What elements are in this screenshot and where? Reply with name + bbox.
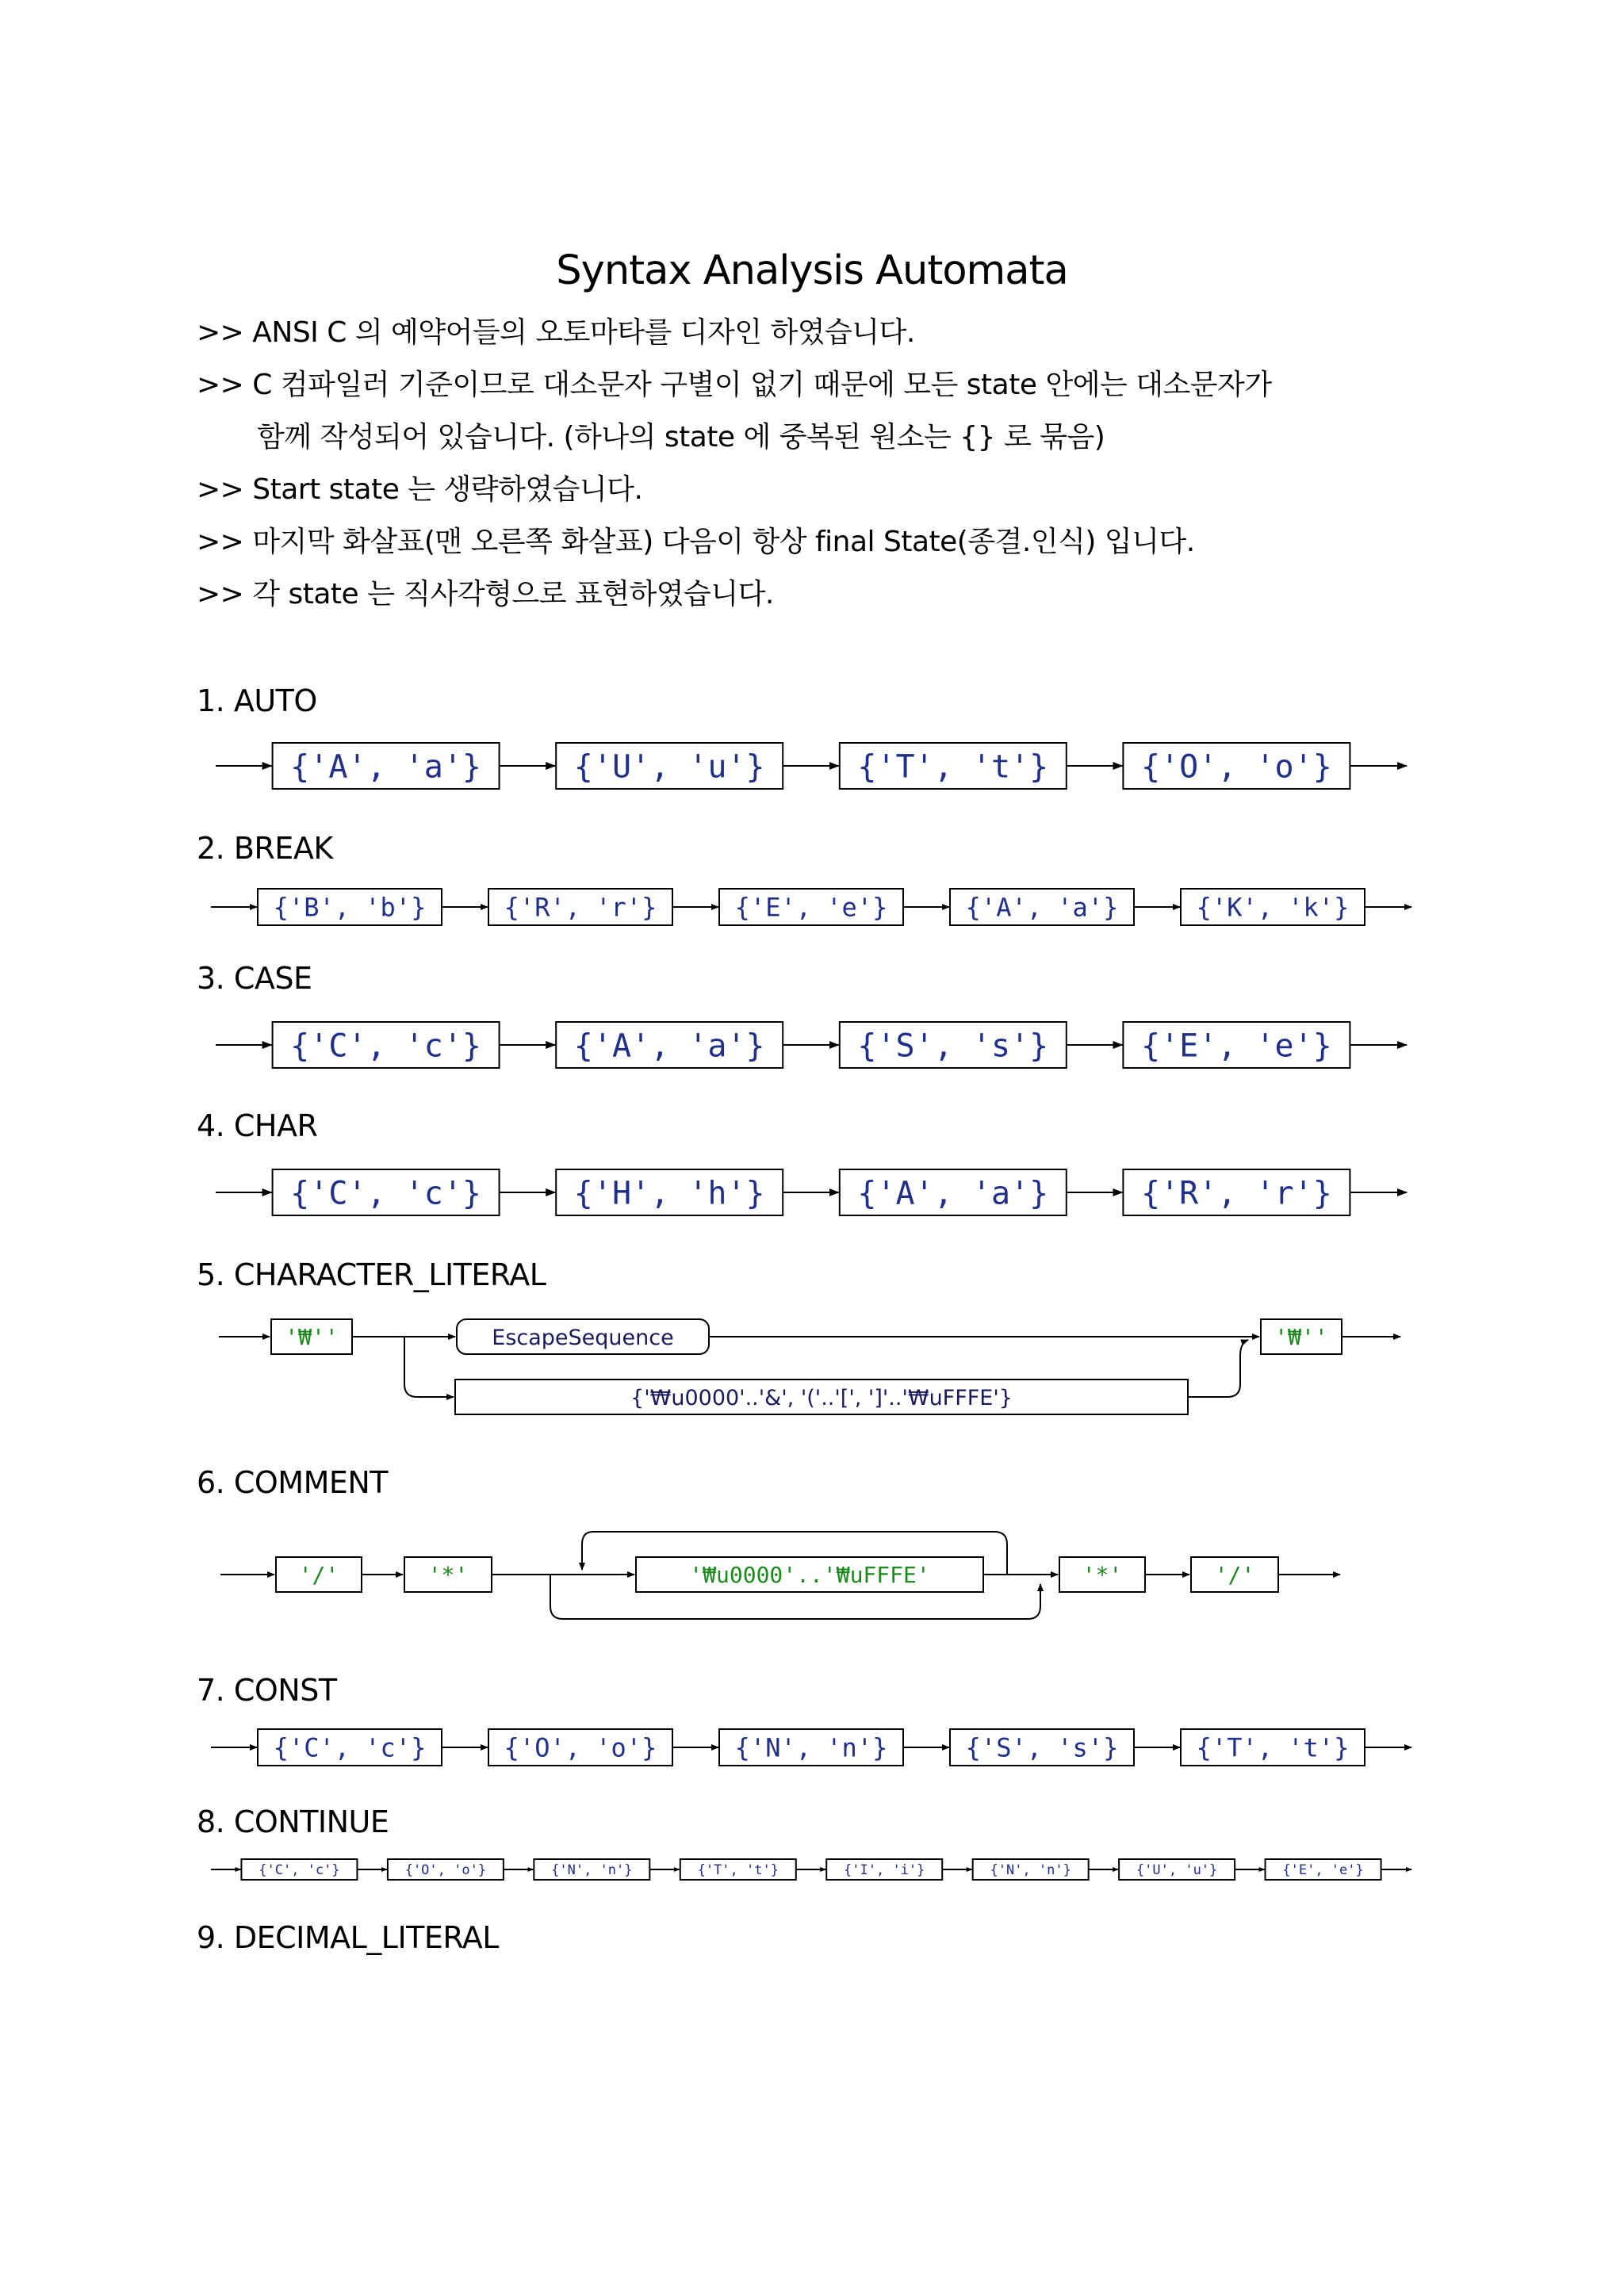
section-title-comment: 6. COMMENT bbox=[197, 1465, 388, 1500]
label-slash-close: '/' bbox=[1214, 1562, 1255, 1588]
section-title-char: 4. CHAR bbox=[197, 1108, 318, 1143]
state-label: {'S', 's'} bbox=[857, 1027, 1049, 1065]
section-title-break: 2. BREAK bbox=[197, 831, 333, 866]
section-title-auto: 1. AUTO bbox=[197, 683, 317, 718]
state-label: {'C', 'c'} bbox=[290, 1027, 482, 1065]
automaton-character-literal bbox=[0, 1308, 1624, 1427]
state-label: {'K', 'k'} bbox=[1196, 892, 1350, 923]
document-title: Syntax Analysis Automata bbox=[556, 247, 1068, 294]
state-label: {'H', 'h'} bbox=[573, 1175, 765, 1212]
label-comment-body: '₩u0000'..'₩uFFFE' bbox=[689, 1562, 930, 1588]
state-label: {'E', 'e'} bbox=[1140, 1027, 1332, 1065]
state-label: {'R', 'r'} bbox=[504, 892, 657, 923]
label-quote-end: '₩'' bbox=[1274, 1324, 1328, 1350]
state-label: {'U', 'u'} bbox=[1136, 1862, 1218, 1879]
state-label: {'E', 'e'} bbox=[734, 892, 888, 923]
state-label: {'C', 'c'} bbox=[259, 1862, 340, 1879]
note-2-continued: 함께 작성되어 있습니다. (하나의 state 에 중복된 원소는 {} 로 묶음) bbox=[257, 421, 1105, 453]
section-title-character-literal: 5. CHARACTER_LITERAL bbox=[197, 1257, 546, 1292]
state-label: {'O', 'o'} bbox=[504, 1732, 657, 1763]
automaton-comment bbox=[0, 1522, 1624, 1633]
section-title-continue: 8. CONTINUE bbox=[197, 1804, 389, 1839]
section-title-case: 3. CASE bbox=[197, 961, 312, 996]
state-label: {'O', 'o'} bbox=[1140, 748, 1332, 786]
state-label: {'A', 'a'} bbox=[965, 892, 1119, 923]
automaton-auto bbox=[0, 729, 1624, 801]
state-label: {'A', 'a'} bbox=[290, 748, 482, 786]
note-3: >> Start state 는 생략하였습니다. bbox=[197, 473, 643, 506]
state-label: {'N', 'n'} bbox=[551, 1862, 633, 1879]
state-label: {'E', 'e'} bbox=[1282, 1862, 1364, 1879]
state-label: {'U', 'u'} bbox=[573, 748, 765, 786]
automaton-break bbox=[0, 878, 1624, 934]
state-label: {'I', 'i'} bbox=[844, 1862, 925, 1879]
state-label: {'T', 't'} bbox=[1196, 1732, 1350, 1763]
state-label: {'S', 's'} bbox=[965, 1732, 1119, 1763]
state-label: {'A', 'a'} bbox=[573, 1027, 765, 1065]
note-1: >> ANSI C 의 예약어들의 오토마타를 디자인 하였습니다. bbox=[197, 316, 915, 349]
state-label: {'C', 'c'} bbox=[273, 1732, 427, 1763]
state-label: {'O', 'o'} bbox=[404, 1862, 487, 1879]
section-title-decimal-literal: 9. DECIMAL_LITERAL bbox=[197, 1920, 499, 1955]
automaton-case bbox=[0, 1008, 1624, 1080]
note-4: >> 마지막 화살표(맨 오른쪽 화살표) 다음이 항상 final State(종결.인식) 입니다. bbox=[197, 526, 1195, 558]
state-label: {'N', 'n'} bbox=[734, 1732, 888, 1763]
state-label: {'T', 't'} bbox=[697, 1862, 779, 1879]
state-label: {'C', 'c'} bbox=[290, 1175, 482, 1212]
state-label: {'A', 'a'} bbox=[857, 1175, 1049, 1212]
label-escape-sequence: EscapeSequence bbox=[492, 1326, 674, 1350]
state-label: {'R', 'r'} bbox=[1140, 1175, 1332, 1212]
label-quote-start: '₩'' bbox=[285, 1324, 339, 1350]
label-slash-open: '/' bbox=[298, 1562, 339, 1588]
section-title-const: 7. CONST bbox=[197, 1673, 337, 1708]
label-star-close: '*' bbox=[1082, 1562, 1123, 1588]
state-label: {'B', 'b'} bbox=[273, 892, 427, 923]
label-star-open: '*' bbox=[427, 1562, 469, 1588]
note-2: >> C 컴파일러 기준이므로 대소문자 구별이 없기 때문에 모든 state 안에는 대소문자가 bbox=[197, 369, 1272, 401]
label-char-range: {'₩u0000'..'&', '('..'[', ']'..'₩uFFFE'} bbox=[630, 1386, 1013, 1410]
state-label: {'T', 't'} bbox=[857, 748, 1049, 786]
automaton-continue bbox=[0, 1850, 1624, 1890]
automaton-char bbox=[0, 1156, 1624, 1227]
note-5: >> 각 state 는 직사각형으로 표현하였습니다. bbox=[197, 578, 774, 610]
state-label: {'N', 'n'} bbox=[990, 1862, 1071, 1879]
automaton-const bbox=[0, 1719, 1624, 1774]
